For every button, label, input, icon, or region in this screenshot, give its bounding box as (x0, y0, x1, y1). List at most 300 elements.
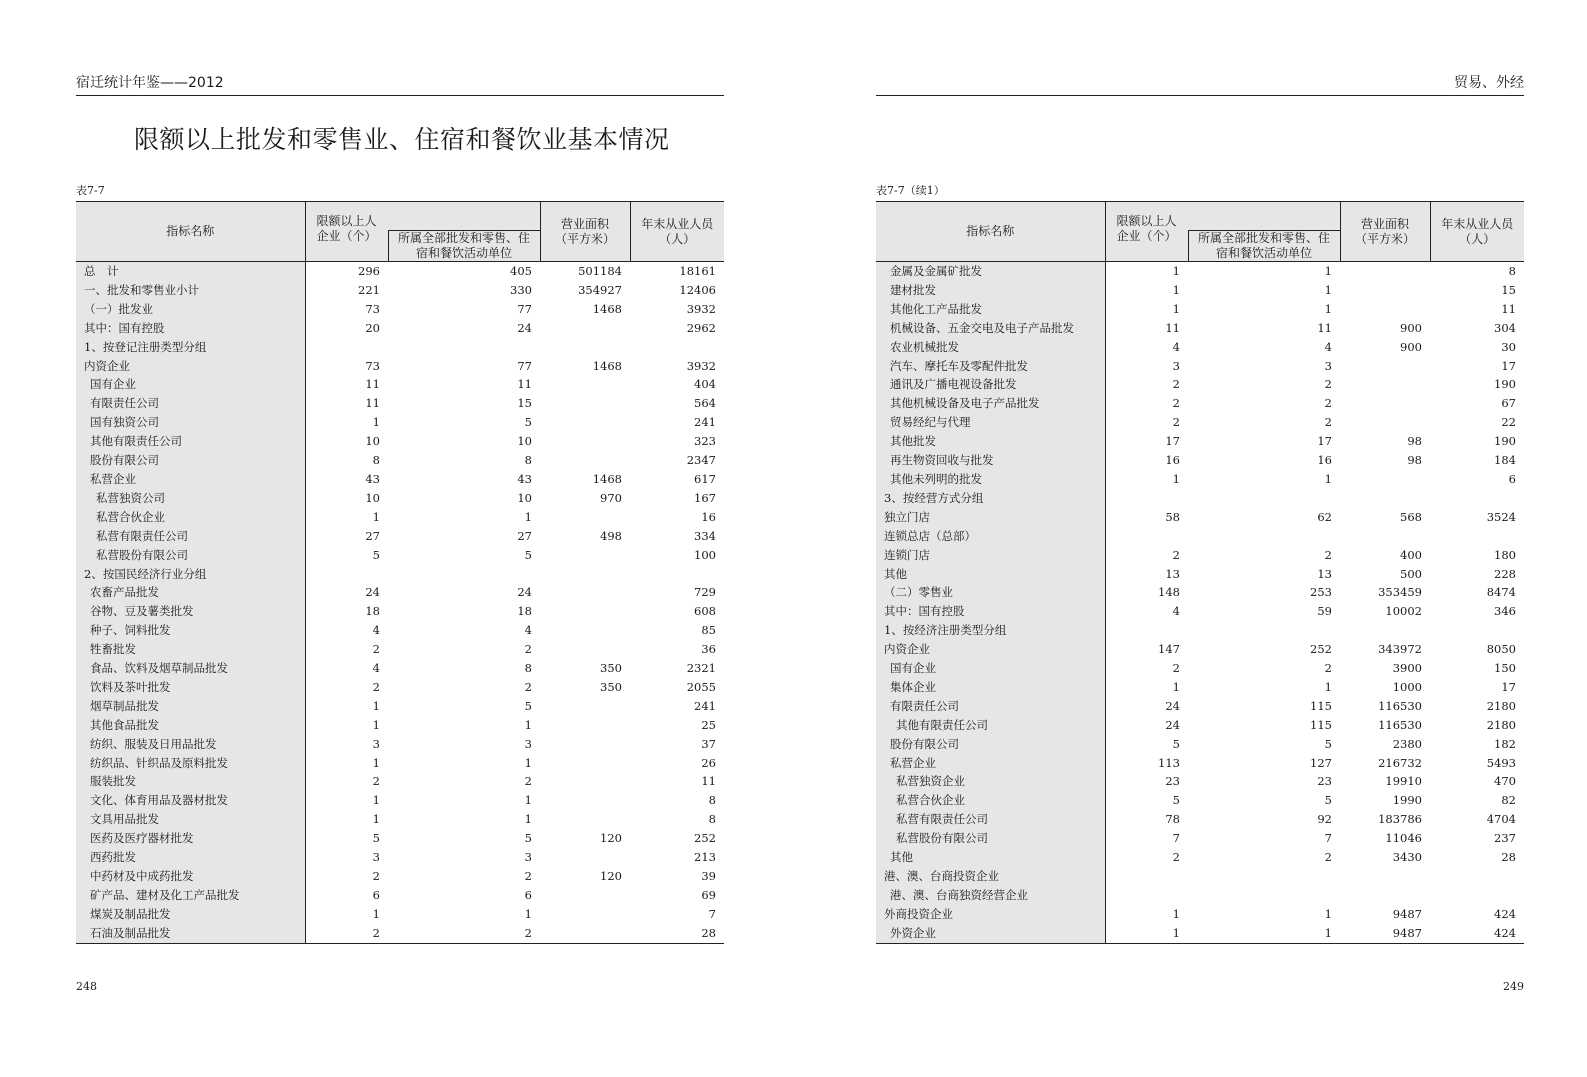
row-units: 115 (1310, 717, 1332, 732)
row-staff: 252 (694, 831, 716, 846)
table-row (876, 697, 1524, 716)
row-staff: 424 (1430, 924, 1524, 943)
row-units: 405 (510, 264, 532, 278)
row-enterprises: 2 (1172, 850, 1180, 865)
row-staff: 6 (1508, 471, 1516, 486)
table-label-continued: 表7-7（续1） (876, 184, 945, 197)
row-units: 2 (524, 869, 532, 883)
row-staff: 2962 (686, 320, 716, 335)
header-staff: 年末从业人员 （人） (630, 202, 724, 262)
row-units: 77 (517, 301, 532, 316)
row-units (1188, 527, 1340, 546)
row-units: 8 (524, 453, 532, 468)
table-row (76, 791, 724, 810)
row-enterprises: 3 (372, 850, 380, 865)
row-area: 353459 (1378, 585, 1422, 600)
table-row (76, 527, 724, 546)
table-row (876, 546, 1524, 565)
row-indicator-name: 纺织品、针织品及原料批发 (76, 754, 305, 773)
row-enterprises: 1 (372, 906, 380, 921)
row-indicator-name: 集体企业 (876, 678, 1105, 697)
row-staff: 404 (694, 377, 716, 392)
row-staff: 8050 (1486, 642, 1516, 657)
row-indicator-name: 其他批发 (876, 432, 1105, 451)
row-area (1340, 357, 1430, 376)
row-staff: 150 (1494, 661, 1516, 676)
row-enterprises: 8 (372, 453, 380, 468)
row-units: 4 (524, 623, 532, 638)
row-indicator-name: 其他有限责任公司 (76, 432, 305, 451)
row-staff: 2180 (1486, 717, 1516, 732)
row-indicator-name: 种子、饲料批发 (76, 621, 305, 640)
row-area: 498 (600, 528, 622, 543)
row-staff: 30 (1501, 339, 1516, 354)
row-indicator-name: 农业机械批发 (876, 338, 1105, 357)
row-enterprises: 2 (372, 679, 380, 694)
row-units: 59 (1317, 604, 1332, 619)
row-units: 10 (517, 490, 532, 505)
row-area: 2380 (1392, 736, 1422, 751)
row-enterprises (1105, 867, 1188, 886)
table-row (76, 716, 724, 735)
table-row (876, 829, 1524, 848)
row-indicator-name: 其中：国有控股 (76, 319, 305, 338)
row-staff: 16 (701, 509, 716, 524)
row-area: 350 (600, 661, 622, 676)
row-area: 350 (600, 679, 622, 694)
row-units: 1 (1324, 282, 1332, 297)
row-units: 11 (1317, 320, 1332, 335)
row-units (1188, 489, 1340, 508)
row-area (540, 905, 630, 924)
row-enterprises: 11 (365, 396, 380, 411)
row-staff: 729 (694, 585, 716, 600)
row-area (540, 413, 630, 432)
row-area: 3430 (1392, 850, 1422, 865)
row-area (540, 697, 630, 716)
row-units: 2 (1324, 547, 1332, 562)
row-indicator-name: 有限责任公司 (876, 697, 1105, 716)
row-area: 400 (1400, 547, 1422, 562)
row-enterprises: 2 (1172, 396, 1180, 411)
row-area (1340, 886, 1430, 905)
row-units: 23 (1317, 774, 1332, 789)
table-row (76, 413, 724, 432)
table-row (876, 716, 1524, 735)
table-row (76, 848, 724, 867)
table-row (76, 678, 724, 697)
row-area (540, 640, 630, 659)
row-indicator-name: 文具用品批发 (76, 810, 305, 829)
row-units: 27 (517, 528, 532, 543)
row-enterprises (1105, 886, 1188, 905)
table-row (76, 319, 724, 338)
row-units: 17 (1317, 434, 1332, 449)
row-units: 3 (1324, 358, 1332, 373)
row-area (540, 754, 630, 773)
row-staff: 424 (1494, 906, 1516, 921)
row-indicator-name: 外资企业 (876, 924, 1105, 943)
row-units (1188, 621, 1340, 640)
row-units: 16 (1317, 453, 1332, 468)
row-units: 1 (1324, 906, 1332, 921)
row-area (540, 546, 630, 565)
row-indicator-name: 烟草制品批发 (76, 697, 305, 716)
row-enterprises: 18 (365, 604, 380, 619)
row-staff: 36 (701, 642, 716, 657)
row-enterprises: 13 (1165, 566, 1180, 581)
row-enterprises: 1 (372, 509, 380, 524)
row-area: 183786 (1378, 812, 1422, 827)
row-enterprises: 2 (372, 642, 380, 657)
row-units: 5 (1324, 736, 1332, 751)
row-enterprises: 17 (1165, 434, 1180, 449)
row-units: 1 (1324, 679, 1332, 694)
table-row (876, 262, 1524, 281)
row-units: 18 (517, 604, 532, 619)
row-units (388, 338, 540, 357)
row-indicator-name: 国有企业 (76, 375, 305, 394)
row-area (1340, 375, 1430, 394)
row-enterprises: 2 (305, 924, 388, 943)
row-staff: 69 (701, 887, 716, 902)
table-row (876, 848, 1524, 867)
row-indicator-name: 私营独资公司 (76, 489, 305, 508)
table-row (76, 565, 724, 584)
table-row (876, 621, 1524, 640)
table-row (876, 810, 1524, 829)
table-row (76, 338, 724, 357)
row-area (1340, 470, 1430, 489)
header-enterprises: 限额以上人 企业（个） (1105, 202, 1188, 262)
row-units (388, 565, 540, 584)
row-area (1340, 489, 1430, 508)
row-units: 24 (517, 585, 532, 600)
row-indicator-name: 通讯及广播电视设备批发 (876, 375, 1105, 394)
row-area (540, 791, 630, 810)
table-row (876, 300, 1524, 319)
row-units: 15 (517, 396, 532, 411)
row-units: 1 (524, 717, 532, 732)
row-units (1188, 886, 1340, 905)
row-enterprises: 1 (372, 812, 380, 827)
row-indicator-name: 私营股份有限公司 (76, 546, 305, 565)
row-staff: 4704 (1486, 812, 1516, 827)
row-indicator-name: 饮料及茶叶批发 (76, 678, 305, 697)
row-staff: 470 (1494, 774, 1516, 789)
row-area (540, 375, 630, 394)
row-staff: 15 (1501, 282, 1516, 297)
row-area (540, 394, 630, 413)
table-row (876, 659, 1524, 678)
table-row (876, 791, 1524, 810)
row-area: 1990 (1392, 793, 1422, 808)
row-indicator-name: 总 计 (76, 262, 305, 281)
row-staff: 2321 (686, 661, 716, 676)
row-staff: 67 (1501, 396, 1516, 411)
row-indicator-name: 私营合伙企业 (876, 791, 1105, 810)
row-staff: 323 (694, 434, 716, 449)
table-row (76, 394, 724, 413)
row-staff (630, 338, 724, 357)
row-staff: 304 (1494, 320, 1516, 335)
running-head-section: 贸易、外经 (876, 74, 1524, 96)
row-staff (1430, 867, 1524, 886)
header-blank (1188, 202, 1340, 231)
row-indicator-name: 机械设备、五金交电及电子产品批发 (876, 319, 1105, 338)
table-row (876, 735, 1524, 754)
row-units: 2 (524, 774, 532, 789)
table-row (76, 905, 724, 924)
row-enterprises: 16 (1165, 453, 1180, 468)
row-enterprises: 73 (365, 358, 380, 373)
row-enterprises: 1 (1172, 906, 1180, 921)
row-enterprises: 1 (1172, 471, 1180, 486)
table-row (76, 262, 724, 281)
row-indicator-name: 股份有限公司 (76, 451, 305, 470)
row-indicator-name: 西药批发 (76, 848, 305, 867)
row-staff: 8 (708, 812, 716, 827)
row-units: 2 (388, 924, 540, 943)
row-enterprises: 4 (1172, 604, 1180, 619)
row-indicator-name: 港、澳、台商独资经营企业 (876, 886, 1105, 905)
row-units: 3 (524, 850, 532, 865)
row-units: 5 (524, 547, 532, 562)
row-indicator-name: 港、澳、台商投资企业 (876, 867, 1105, 886)
row-enterprises: 24 (1165, 698, 1180, 713)
row-indicator-name: 其他机械设备及电子产品批发 (876, 394, 1105, 413)
row-staff: 8 (1508, 264, 1516, 278)
row-area: 900 (1400, 339, 1422, 354)
table-row (76, 357, 724, 376)
row-staff: 190 (1494, 434, 1516, 449)
row-indicator-name: 1、按经济注册类型分组 (876, 621, 1105, 640)
table-row (876, 281, 1524, 300)
row-units: 3 (524, 736, 532, 751)
row-area (540, 924, 630, 943)
table-row (876, 678, 1524, 697)
row-area: 19910 (1385, 774, 1422, 789)
row-indicator-name: 其他化工产品批发 (876, 300, 1105, 319)
row-indicator-name: 文化、体育用品及器材批发 (76, 791, 305, 810)
row-area (540, 621, 630, 640)
row-staff: 82 (1501, 793, 1516, 808)
row-staff (630, 565, 724, 584)
row-area: 501184 (578, 264, 622, 278)
row-indicator-name: 私营独资企业 (876, 772, 1105, 791)
table-row (876, 867, 1524, 886)
row-units: 2 (1324, 377, 1332, 392)
row-enterprises (1105, 527, 1188, 546)
row-enterprises: 1 (1172, 301, 1180, 316)
row-units: 24 (517, 320, 532, 335)
row-indicator-name: 3、按经营方式分组 (876, 489, 1105, 508)
row-staff: 28 (1501, 850, 1516, 865)
row-area (540, 338, 630, 357)
row-units: 252 (1310, 642, 1332, 657)
table-row (76, 508, 724, 527)
row-staff: 334 (694, 528, 716, 543)
row-area: 98 (1407, 434, 1422, 449)
row-units: 330 (510, 282, 532, 297)
row-area: 1468 (592, 471, 622, 486)
row-enterprises: 5 (372, 547, 380, 562)
row-enterprises: 7 (1172, 831, 1180, 846)
row-indicator-name: 其他未列明的批发 (876, 470, 1105, 489)
row-staff: 608 (694, 604, 716, 619)
row-area: 10002 (1385, 604, 1422, 619)
row-units: 1 (1324, 471, 1332, 486)
row-indicator-name: 谷物、豆及薯类批发 (76, 602, 305, 621)
left-page (76, 0, 724, 1077)
row-staff: 22 (1501, 415, 1516, 430)
row-units: 13 (1317, 566, 1332, 581)
table-row (76, 375, 724, 394)
row-staff: 37 (701, 736, 716, 751)
row-indicator-name: 矿产品、建材及化工产品批发 (76, 886, 305, 905)
row-units: 2 (524, 679, 532, 694)
header-staff: 年末从业人员 （人） (1430, 202, 1524, 262)
row-area: 98 (1407, 453, 1422, 468)
row-enterprises: 43 (365, 471, 380, 486)
row-staff: 25 (701, 717, 716, 732)
row-indicator-name: 石油及制品批发 (76, 924, 305, 943)
row-indicator-name: 内资企业 (76, 357, 305, 376)
header-area: 营业面积 （平方米） (1340, 202, 1430, 262)
row-enterprises: 2 (1172, 547, 1180, 562)
row-indicator-name: 国有企业 (876, 659, 1105, 678)
row-enterprises: 4 (372, 623, 380, 638)
row-enterprises: 1 (1172, 282, 1180, 297)
row-units: 2 (1324, 661, 1332, 676)
row-units: 8 (524, 661, 532, 676)
row-indicator-name: 私营合伙企业 (76, 508, 305, 527)
row-staff: 2347 (686, 453, 716, 468)
table-row (876, 924, 1524, 943)
row-staff: 8474 (1486, 585, 1516, 600)
table-row (76, 432, 724, 451)
row-units: 2 (1324, 396, 1332, 411)
row-area: 900 (1400, 320, 1422, 335)
row-staff: 213 (694, 850, 716, 865)
row-enterprises: 3 (372, 736, 380, 751)
row-indicator-name: 纺织、服装及日用品批发 (76, 735, 305, 754)
statistics-table-right (876, 201, 1524, 944)
table-row (876, 451, 1524, 470)
row-enterprises: 3 (1172, 358, 1180, 373)
row-indicator-name: 其他 (876, 848, 1105, 867)
table-row (876, 470, 1524, 489)
row-staff: 39 (701, 869, 716, 883)
row-area (1340, 300, 1430, 319)
row-area: 1468 (592, 358, 622, 373)
row-indicator-name: 一、批发和零售业小计 (76, 281, 305, 300)
row-area: 11046 (1385, 831, 1422, 846)
row-enterprises: 10 (365, 434, 380, 449)
page-title: 限额以上批发和零售业、住宿和餐饮业基本情况 (134, 125, 670, 154)
table-row (876, 527, 1524, 546)
row-area: 1000 (1392, 679, 1422, 694)
row-units: 10 (517, 434, 532, 449)
table-row (76, 772, 724, 791)
row-units: 5 (524, 831, 532, 846)
row-enterprises: 5 (1172, 736, 1180, 751)
row-staff (1430, 621, 1524, 640)
row-staff: 17 (1501, 358, 1516, 373)
row-indicator-name: 私营有限责任公司 (76, 527, 305, 546)
table-row (876, 375, 1524, 394)
row-enterprises (1105, 621, 1188, 640)
table-row (876, 565, 1524, 584)
table-row (876, 432, 1524, 451)
row-staff: 3932 (686, 358, 716, 373)
row-enterprises: 5 (1172, 793, 1180, 808)
row-units: 1 (524, 812, 532, 827)
row-indicator-name: 私营企业 (876, 754, 1105, 773)
row-staff: 182 (1494, 736, 1516, 751)
row-area (1340, 621, 1430, 640)
row-enterprises: 221 (358, 282, 380, 297)
table-row (876, 413, 1524, 432)
row-staff: 5493 (1486, 755, 1516, 770)
row-indicator-name: 贸易经纪与代理 (876, 413, 1105, 432)
row-enterprises: 5 (372, 831, 380, 846)
row-indicator-name: 煤炭及制品批发 (76, 905, 305, 924)
row-staff: 85 (701, 623, 716, 638)
table-row (76, 300, 724, 319)
row-indicator-name: 汽车、摩托车及零配件批发 (876, 357, 1105, 376)
row-enterprises: 1 (1105, 924, 1188, 943)
row-area (540, 508, 630, 527)
table-row (876, 357, 1524, 376)
row-units: 2 (1324, 850, 1332, 865)
header-enterprises: 限额以上人 企业（个） (305, 202, 388, 262)
table-row (76, 886, 724, 905)
row-indicator-name: 私营有限责任公司 (876, 810, 1105, 829)
row-area (540, 886, 630, 905)
row-area: 120 (600, 831, 622, 846)
row-staff: 18161 (679, 264, 716, 278)
row-staff: 190 (1494, 377, 1516, 392)
row-area (540, 602, 630, 621)
row-enterprises: 10 (365, 490, 380, 505)
header-indicator: 指标名称 (76, 202, 305, 262)
row-staff: 346 (1494, 604, 1516, 619)
row-enterprises: 2 (1172, 377, 1180, 392)
row-area: 970 (600, 490, 622, 505)
row-area (540, 565, 630, 584)
header-units: 所属全部批发和零售、住 宿和餐饮活动单位 (388, 231, 540, 262)
table-row (876, 886, 1524, 905)
row-enterprises: 23 (1165, 774, 1180, 789)
row-area (540, 432, 630, 451)
row-area: 116530 (1378, 698, 1422, 713)
row-units: 7 (1324, 831, 1332, 846)
running-head-yearbook: 宿迁统计年鉴——2012 (76, 74, 724, 96)
row-enterprises: 1 (372, 717, 380, 732)
right-page (876, 0, 1524, 1077)
row-staff: 2180 (1486, 698, 1516, 713)
row-area: 9487 (1340, 924, 1430, 943)
row-area: 354927 (578, 282, 622, 297)
row-staff: 184 (1494, 453, 1516, 468)
row-indicator-name: 有限责任公司 (76, 394, 305, 413)
row-staff: 17 (1501, 679, 1516, 694)
table-row (76, 546, 724, 565)
row-enterprises: 73 (365, 301, 380, 316)
row-units: 253 (1310, 585, 1332, 600)
row-enterprises: 1 (372, 415, 380, 430)
